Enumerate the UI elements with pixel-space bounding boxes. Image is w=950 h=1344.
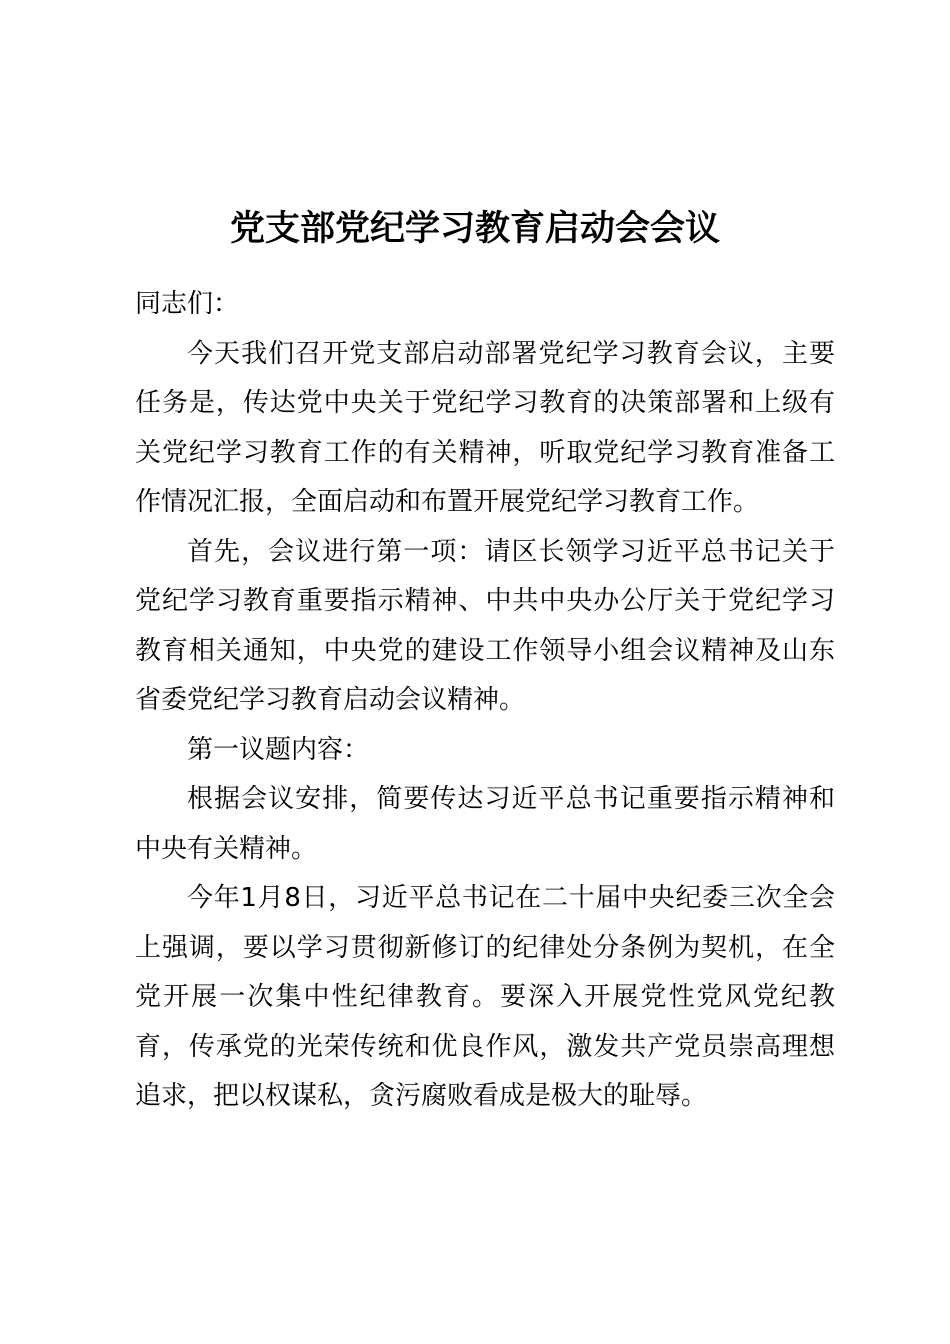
salutation: 同志们： bbox=[135, 289, 240, 319]
document-title: 党支部党纪学习教育启动会会议 bbox=[229, 209, 720, 249]
paragraph: 今天我们召开党支部启动部署党纪学习教育会议，主要任务是，传达党中央关于党纪学习教育的决策部署和上级有关党纪学习教育工作的有关精神，听取党纪学习教育准备工作情况汇报，全面启动和布置开展党纪学习教育工作。 bbox=[135, 338, 835, 517]
paragraph: 根据会议安排，简要传达习近平总书记重要指示精神和中央有关精神。 bbox=[135, 784, 835, 864]
paragraph: 第一议题内容： bbox=[187, 734, 370, 765]
paragraph: 今年1月8日，习近平总书记在二十届中央纪委三次全会上强调，要以学习贯彻新修订的纪律处分条例为契机，在全党开展一次集中性纪律教育。要深入开展党性党风党纪教育，传承党的光荣传统和优良作风，激发共产党员崇高理想追求，把以权谋私，贪污腐败看成是极大的耻辱。 bbox=[135, 883, 835, 1111]
document-body bbox=[135, 280, 835, 1122]
paragraph: 首先，会议进行第一项：请区长领学习近平总书记关于党纪学习教育重要指示精神、中共中央办公厅关于党纪学习教育相关通知，中央党的建设工作领导小组会议精神及山东省委党纪学习教育启动会议精神。 bbox=[135, 536, 835, 715]
